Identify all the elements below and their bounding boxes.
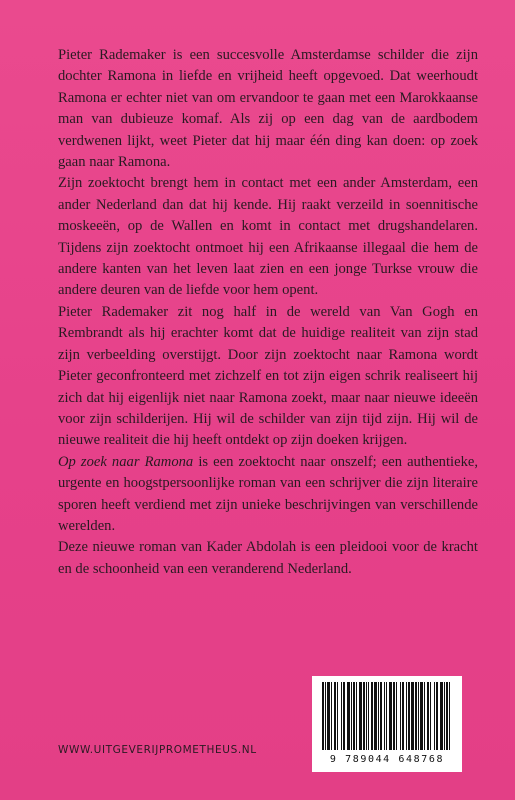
barcode-bar xyxy=(341,682,342,750)
barcode-bar xyxy=(386,682,387,750)
barcode-bar xyxy=(366,682,367,750)
blurb-paragraph-4 xyxy=(58,452,478,538)
barcode-bar xyxy=(322,682,324,750)
barcode-bar xyxy=(420,682,423,750)
barcode-bar xyxy=(351,682,352,750)
blurb-paragraph-1: Pieter Rademaker is een succesvolle Amsterdamse schilder die zijn dochter Ramona in liefde en vrijheid heeft opgevoed. Dat weerhoudt Ramona er echter niet van om ervandoor te gaan met een Marokkaanse man van dubieuze komaf. Als zij op een dag van de aardbodem verdwenen lijkt, weet Pieter dat hij maar één ding kan doen: op zoek gaan naar Ramona. xyxy=(58,47,478,171)
barcode-bar xyxy=(418,682,419,750)
blurb-paragraph-2: Zijn zoektocht brengt hem in contact met een ander Amsterdam, een ander Nederland dan dat hij kende. Hij raakt verzeild in soennitische moskeeën, op de Wallen en komt in contact met drugshandelaren. Tijdens zijn zoektocht ontmoet hij een Afrikaanse illegaal die hem de andere kanten van het leven laat zien en een jonge Turkse vrouw die andere deuren van de liefde voor hem opent. xyxy=(58,175,478,299)
barcode-bar xyxy=(374,682,377,750)
barcode-bar xyxy=(343,682,345,750)
barcode-bar xyxy=(356,682,357,750)
barcode-bar xyxy=(359,682,362,750)
blurb-paragraph-5: Deze nieuwe roman van Kader Abdolah is een pleidooi voor de kracht en de schoonheid van een veranderend Nederland. xyxy=(58,539,478,577)
barcode-bars xyxy=(320,682,454,752)
barcode-bar xyxy=(434,682,435,750)
blurb-text xyxy=(58,45,478,580)
barcode-bar xyxy=(393,682,395,750)
publisher-website: WWW.UITGEVERIJPROMETHEUS.NL xyxy=(58,744,257,756)
barcode-bar xyxy=(363,682,365,750)
barcode-bar xyxy=(389,682,392,750)
barcode-bar xyxy=(368,682,369,750)
barcode-bar xyxy=(427,682,429,750)
barcode-bar xyxy=(424,682,425,750)
barcode-bar xyxy=(408,682,410,750)
barcode-bar xyxy=(347,682,350,750)
barcode-bar xyxy=(371,682,373,750)
barcode-bar xyxy=(396,682,397,750)
blurb-paragraph-4-rest: is een zoektocht naar onszelf; een authentieke, urgente en hoogstpersoonlijke roman van een schrijver die zijn literaire sporen heeft verdiend met zijn unieke beschrijvingen van verschillende werelden. xyxy=(58,453,478,534)
barcode xyxy=(312,676,462,772)
barcode-bar xyxy=(400,682,401,750)
barcode-bar xyxy=(444,682,445,750)
barcode-bar xyxy=(415,682,417,750)
barcode-bar xyxy=(402,682,404,750)
barcode-bar xyxy=(446,682,448,750)
barcode-bar xyxy=(430,682,431,750)
barcode-bar xyxy=(337,682,338,750)
barcode-bar xyxy=(353,682,355,750)
barcode-bar xyxy=(436,682,438,750)
blurb-paragraph-3: Pieter Rademaker zit nog half in de wereld van Van Gogh en Rembrandt als hij erachter komt dat de huidige realiteit van zijn stad zijn verbeelding overstijgt. Door zijn zoektocht naar Ramona wordt Pieter geconfronteerd met zichzelf en tot zijn eigen schrik realiseert hij zich dat hij eigenlijk niet naar Ramona zoekt, maar naar nieuwe ideeën voor zijn schilderijen. Hij wil de schilder van zijn tijd zijn. Hij wil de nieuwe realiteit die hij heeft ontdekt op zijn doeken krijgen. xyxy=(58,303,478,449)
barcode-bar xyxy=(406,682,407,750)
barcode-bar xyxy=(378,682,379,750)
barcode-bar xyxy=(331,682,332,750)
barcode-bar xyxy=(384,682,385,750)
book-title: Op zoek naar Ramona xyxy=(58,453,194,470)
barcode-bar xyxy=(440,682,443,750)
barcode-bar xyxy=(449,682,450,750)
barcode-bar xyxy=(325,682,326,750)
barcode-bar xyxy=(327,682,330,750)
barcode-bar xyxy=(334,682,336,750)
barcode-bar xyxy=(380,682,382,750)
barcode-digits: 9 789044 648768 xyxy=(329,754,445,765)
barcode-bar xyxy=(411,682,414,750)
